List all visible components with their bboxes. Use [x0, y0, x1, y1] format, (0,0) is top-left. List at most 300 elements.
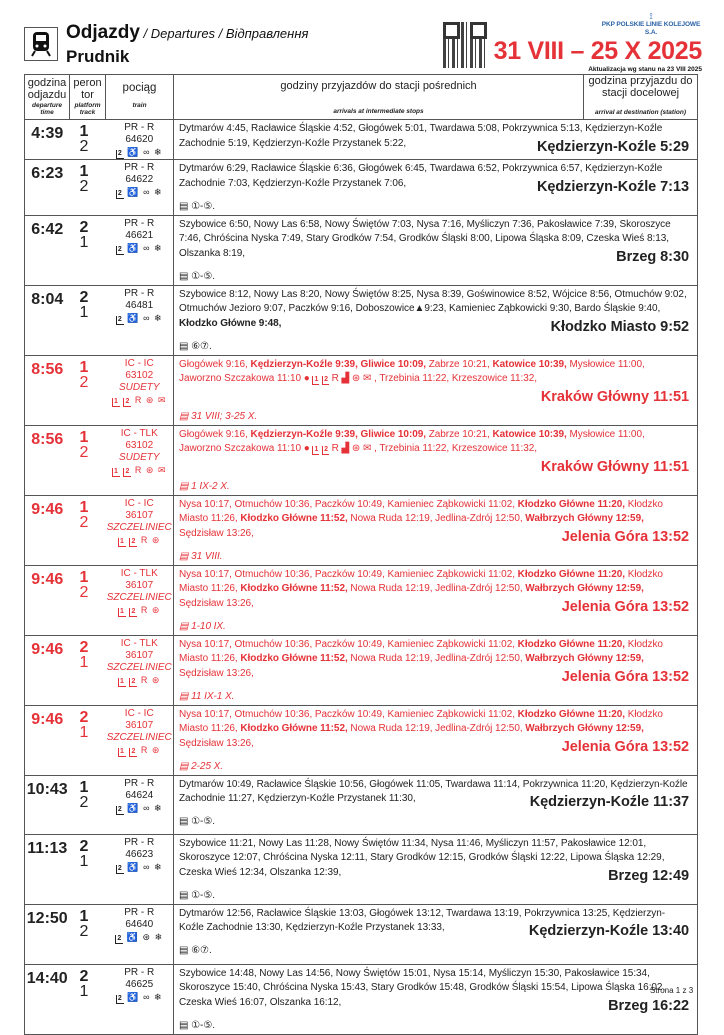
- train-category: IC - TLK: [120, 637, 158, 649]
- destination-arrival: Kędzierzyn-Koźle 11:37: [529, 794, 689, 810]
- 1st-class-icon: 1: [314, 376, 319, 383]
- service-icons: [106, 312, 174, 325]
- destination-arrival: Kędzierzyn-Koźle 7:13: [536, 178, 689, 195]
- train-number: 64622: [125, 174, 154, 185]
- col-dest-label: godzina przyjazdu do stacji docelowej: [588, 75, 693, 99]
- reservation-icon: R: [331, 443, 339, 454]
- operating-days: [179, 812, 689, 828]
- track-number: 1: [79, 303, 89, 321]
- 2nd-class-icon: 2: [131, 747, 137, 755]
- update-note: Aktualizacja wg stanu na 23 VIII 2025: [588, 66, 702, 73]
- intermediate-stops: [174, 355, 698, 425]
- restaurant-icon: ⊛: [151, 534, 161, 545]
- operating-days-text: 2-25 X.: [191, 760, 224, 772]
- platform-number: 2: [79, 288, 89, 306]
- stop-segment: Kłodzko Główne 11:52,: [240, 513, 348, 524]
- platform-track: [70, 355, 106, 425]
- track-number: 2: [79, 922, 89, 940]
- platform-number: 1: [79, 907, 89, 925]
- 2nd-class-icon: 2: [117, 934, 123, 942]
- destination-arrival: Jelenia Góra 13:52: [561, 738, 689, 755]
- reservation-icon: R: [140, 534, 149, 545]
- service-icons: [106, 802, 174, 815]
- pkp-logo: ⟟ PKP POLSKIE LINIE KOLEJOWE S.A.: [601, 11, 701, 36]
- reservation-icon: R: [134, 464, 143, 475]
- col-train: [106, 75, 174, 120]
- train-name: SZCZELINIEC: [106, 521, 172, 533]
- operating-days: [179, 337, 689, 353]
- 1st-class-icon: 1: [120, 607, 125, 615]
- operating-days: [179, 197, 689, 213]
- table-row: [25, 904, 698, 964]
- service-icons: [106, 674, 174, 687]
- departure-time: 8:04: [25, 285, 70, 355]
- departure-time: 10:43: [25, 775, 70, 834]
- stop-segment: Katowice 10:39,: [492, 428, 567, 440]
- train-info: [106, 425, 174, 495]
- platform-number: 2: [79, 837, 89, 855]
- table-row: [25, 215, 698, 285]
- bicycle-icon: ∞: [143, 147, 151, 157]
- stop-segment: Kłodzko Miasto 11:26,: [179, 498, 663, 524]
- 1st-class-icon: 1: [120, 747, 125, 755]
- stop-segment: Wałbrzych Główny 12:59,: [525, 653, 644, 664]
- 2nd-class-icon: 2: [131, 677, 137, 685]
- platform-track: [70, 635, 106, 705]
- air-conditioning-icon: ❄: [154, 242, 163, 253]
- platform-number: 1: [79, 163, 89, 180]
- intermediate-stops: [174, 425, 698, 495]
- calendar-icon: ▤: [179, 816, 192, 827]
- track-number: 2: [79, 443, 89, 461]
- destination-arrival: Kędzierzyn-Koźle 5:29: [536, 138, 689, 155]
- calendar-icon: ▤: [179, 480, 192, 492]
- platform-number: 1: [79, 428, 89, 446]
- calendar-icon: ▤: [179, 945, 192, 956]
- destination-arrival: Jelenia Góra 13:52: [561, 598, 689, 615]
- mail-icon: ✉: [363, 373, 372, 384]
- col-stops-en: arrivals at intermediate stops: [333, 108, 424, 115]
- stop-segment: Głogówek 9:16,: [179, 428, 251, 440]
- stop-segment: Sędzisław 13:26,: [179, 667, 254, 679]
- bicycle-icon: ∞: [143, 187, 151, 197]
- 1st-class-icon: 1: [120, 677, 125, 685]
- train-number: 63102: [125, 369, 154, 381]
- service-icons: [106, 744, 174, 757]
- train-name: SZCZELINIEC: [106, 661, 172, 673]
- operating-days-text: ①-⑤.: [191, 816, 215, 827]
- train-category: IC - TLK: [120, 567, 158, 579]
- stop-segment: Kłodzko Główne 11:20,: [517, 708, 625, 720]
- train-category: IC - IC: [124, 707, 154, 719]
- train-category: PR - R: [124, 966, 155, 978]
- platform-number: 1: [79, 498, 89, 516]
- stop-segment: Kłodzko Główne 11:20,: [517, 498, 625, 510]
- train-number: 64624: [125, 789, 154, 801]
- bicycle-icon: ∞: [143, 991, 151, 1002]
- destination-arrival: Kraków Główny 11:51: [540, 458, 689, 475]
- wheelchair-icon: ♿: [127, 312, 140, 323]
- stop-segment: Kłodzko Miasto 11:26,: [179, 638, 663, 664]
- platform-track: [70, 160, 106, 216]
- calendar-icon: ▤: [179, 690, 192, 702]
- calendar-icon: ▤: [179, 340, 192, 352]
- train-category: PR - R: [124, 287, 155, 299]
- 2nd-class-icon: 2: [117, 190, 123, 197]
- train-icon: [24, 27, 58, 61]
- 2nd-class-icon: 2: [117, 245, 123, 253]
- departures-table: [24, 74, 698, 1035]
- bicycle-icon: ∞: [143, 802, 151, 813]
- intermediate-stops: [174, 635, 698, 705]
- train-info: [106, 215, 174, 285]
- service-icons: [106, 534, 174, 547]
- restaurant-icon: ⊛: [151, 604, 161, 615]
- departure-time: 9:46: [25, 565, 70, 635]
- 2nd-class-icon: 2: [117, 864, 123, 872]
- 2nd-class-icon: 2: [117, 150, 123, 157]
- train-number: 64640: [125, 918, 154, 930]
- train-info: [106, 355, 174, 425]
- operating-days: [179, 757, 689, 773]
- page-number: Strona 1 z 3: [650, 986, 694, 995]
- train-info: [106, 495, 174, 565]
- operating-days-text: ①-⑤.: [191, 270, 215, 282]
- 2nd-class-icon: 2: [324, 446, 328, 453]
- bar-icon: ▟: [341, 373, 350, 384]
- intermediate-stops: [174, 160, 698, 216]
- service-icons: [304, 373, 374, 384]
- air-conditioning-icon: ❄: [154, 931, 164, 942]
- title-main: Odjazdy: [66, 22, 140, 43]
- 1st-class-icon: 1: [114, 397, 119, 405]
- wheelchair-icon: ♿: [127, 991, 140, 1002]
- operating-days-text: 11 IX-1 X.: [191, 690, 235, 702]
- service-icons: [106, 242, 174, 255]
- service-icons: [106, 931, 174, 944]
- intermediate-stops: [174, 565, 698, 635]
- col-dest-en: arrival at destination (station): [594, 109, 687, 116]
- stop-segment: Nysa 10:17, Otmuchów 10:36, Paczków 10:49, Kamieniec Ząbkowicki 11:02,: [179, 638, 518, 650]
- calendar-icon: ▤: [179, 1019, 192, 1031]
- track-number: 2: [79, 373, 89, 391]
- stop-segment: Nysa 10:17, Otmuchów 10:36, Paczków 10:49, Kamieniec Ząbkowicki 11:02,: [179, 708, 518, 720]
- train-name: SZCZELINIEC: [106, 591, 172, 603]
- 2nd-class-icon: 2: [125, 467, 131, 475]
- intermediate-stops: [174, 904, 698, 964]
- train-info: [106, 705, 174, 775]
- air-conditioning-icon: ❄: [154, 991, 163, 1002]
- train-info: [106, 834, 174, 904]
- intermediate-stops: [174, 705, 698, 775]
- reservation-icon: R: [331, 373, 339, 384]
- departure-time: 12:50: [25, 904, 70, 964]
- reservation-icon: R: [134, 394, 143, 405]
- platform-track: [70, 705, 106, 775]
- stop-segment: Kłodzko Miasto 11:26,: [179, 568, 663, 594]
- table-row: [25, 635, 698, 705]
- 2nd-class-icon: 2: [125, 397, 131, 405]
- stop-segment: Szybowice 14:48, Nowy Las 14:56, Nowy Świętów 15:01, Nysa 15:14, Myśliczyn 15:30, Pakosławice 15:34, Skoroszyce 15:40, Chróścina Nyska 15:43, Stary Grodków 15:48, Grodków Śląski 15:54, Lipowa Śląska 16:02, Czeska Wieś 16:07, Olszanka 16:12,: [179, 967, 666, 1008]
- operating-days: [179, 617, 689, 633]
- stop-segment: Kędzierzyn-Koźle 9:39, Gliwice 10:09,: [250, 428, 426, 440]
- train-category: PR - R: [124, 162, 155, 173]
- mail-icon: ✉: [363, 443, 372, 454]
- platform-track: [70, 495, 106, 565]
- platform-track: [70, 775, 106, 834]
- departure-time: 6:42: [25, 215, 70, 285]
- track-number: 2: [79, 138, 89, 155]
- restaurant-icon: ⊛: [151, 744, 161, 755]
- operating-days-text: ①-⑤.: [191, 1019, 215, 1031]
- bicycle-icon: ∞: [143, 861, 151, 872]
- mail-icon: ✉: [157, 394, 167, 405]
- train-info: [106, 160, 174, 216]
- wheelchair-icon: ♿: [127, 802, 140, 813]
- service-icons: [106, 186, 174, 199]
- table-row: [25, 495, 698, 565]
- wheelchair-icon: ♿: [127, 187, 140, 197]
- stop-segment: Kłodzko Główne 11:20,: [517, 638, 625, 650]
- station-name: Prudnik: [66, 47, 130, 66]
- 1st-class-icon: 1: [114, 467, 119, 475]
- stop-segment: Kłodzko Główne 9:48,: [179, 317, 282, 329]
- page-title: [66, 22, 308, 45]
- track-number: 2: [79, 178, 89, 195]
- stop-segment: Nowa Ruda 12:19, Jedlina-Zdrój 12:50,: [347, 513, 526, 524]
- operating-days-text: 31 VIII; 3-25 X.: [191, 410, 258, 422]
- train-number: 64620: [125, 134, 154, 145]
- stop-segment: Nysa 10:17, Otmuchów 10:36, Paczków 10:49, Kamieniec Ząbkowicki 11:02,: [179, 498, 518, 510]
- title-translations: / Departures / Відправлення: [139, 26, 309, 41]
- train-number: 36107: [125, 649, 154, 661]
- stop-segment: Sędzisław 13:26,: [179, 597, 254, 609]
- restaurant-icon: ⊛: [145, 464, 155, 475]
- wheelchair-icon: ♿: [127, 861, 140, 872]
- restaurant-icon: ⊛: [145, 394, 155, 405]
- destination-arrival: Brzeg 12:49: [608, 867, 689, 884]
- destination-arrival: Kraków Główny 11:51: [540, 388, 689, 405]
- col-platform-en: platform track: [74, 102, 101, 116]
- departure-time: 6:23: [25, 160, 70, 216]
- stop-segment: Kędzierzyn-Koźle 9:39, Gliwice 10:09,: [250, 358, 426, 370]
- destination-arrival: Jelenia Góra 13:52: [561, 528, 689, 545]
- departure-time: 9:46: [25, 635, 70, 705]
- operating-days-text: ⑥⑦.: [191, 340, 212, 352]
- train-info: [106, 904, 174, 964]
- qr-code: [443, 22, 487, 68]
- track-number: 2: [79, 583, 89, 601]
- departure-time: 14:40: [25, 964, 70, 1034]
- stop-segment: Głogówek 9:16,: [179, 358, 251, 370]
- train-info: [106, 120, 174, 160]
- train-info: [106, 775, 174, 834]
- intermediate-stops: [174, 215, 698, 285]
- stop-segment: , Trzebinia 11:22, Krzeszowice 11:32,: [374, 373, 537, 384]
- table-row: [25, 834, 698, 904]
- air-conditioning-icon: ❄: [154, 312, 163, 323]
- stop-segment: Dytmarów 4:45, Racławice Śląskie 4:52, Głogówek 5:01, Twardawa 5:08, Pokrzywnica 5:13, Kędzierzyn-Koźle Zachodnie 5:19, Kędzierzyn-Koźle Przystanek 5:22,: [179, 123, 663, 149]
- service-icons: [304, 443, 374, 454]
- destination-arrival: Jelenia Góra 13:52: [561, 668, 689, 685]
- col-platform-label: peron tor: [73, 77, 102, 101]
- col-time: [25, 75, 70, 120]
- train-name: SUDETY: [118, 381, 160, 393]
- stop-segment: , Trzebinia 11:22, Krzeszowice 11:32,: [374, 443, 537, 454]
- destination-arrival: Brzeg 16:22: [608, 997, 689, 1014]
- operating-days: [179, 267, 689, 283]
- track-number: 1: [79, 852, 89, 870]
- service-icons: [106, 991, 174, 1004]
- calendar-icon: ▤: [179, 620, 192, 632]
- operating-days-text: ⑥⑦.: [191, 945, 212, 956]
- stop-segment: Mysłowice 11:00, Jaworzno Szczakowa 11:10: [179, 428, 645, 454]
- 1st-class-icon: 1: [314, 446, 319, 453]
- 2nd-class-icon: 2: [324, 376, 328, 383]
- validity-period: 31 VIII – 25 X 2025: [493, 37, 702, 65]
- destination-arrival: Brzeg 8:30: [616, 248, 689, 265]
- stop-segment: Kłodzko Główne 11:52,: [240, 583, 348, 594]
- stop-segment: Kłodzko Główne 11:52,: [240, 723, 348, 734]
- service-icons: [106, 394, 174, 407]
- restaurant-icon: ⊛: [151, 674, 161, 685]
- stop-segment: Dytmarów 12:56, Racławice Śląskie 13:03, Głogówek 13:12, Twardawa 13:19, Pokrzywnica 13:25, Kędzierzyn-Koźle Zachodnie 13:30, Kędzierzyn-Koźle Przystanek 13:33,: [179, 907, 666, 933]
- col-train-en: train: [132, 102, 147, 109]
- col-stops-label: godziny przyjazdów do stacji pośrednich: [280, 80, 477, 92]
- calendar-icon: ▤: [179, 550, 192, 562]
- train-number: 63102: [125, 439, 154, 451]
- intermediate-stops: [174, 834, 698, 904]
- train-category: PR - R: [124, 777, 155, 789]
- track-number: 2: [79, 513, 89, 531]
- train-category: PR - R: [124, 122, 155, 133]
- info-icon: ●: [303, 373, 310, 384]
- air-conditioning-icon: ❄: [154, 187, 163, 197]
- platform-track: [70, 834, 106, 904]
- table-header: [25, 75, 698, 120]
- stop-segment: Katowice 10:39,: [492, 358, 567, 370]
- restaurant-icon: ⊛: [351, 443, 361, 454]
- departure-time: 4:39: [25, 120, 70, 160]
- 2nd-class-icon: 2: [117, 994, 123, 1002]
- stop-segment: Zabrze 10:21,: [425, 428, 493, 440]
- table-row: [25, 705, 698, 775]
- service-icons: [106, 861, 174, 874]
- train-category: PR - R: [124, 217, 155, 229]
- col-time-en: departure time: [32, 102, 62, 116]
- train-category: PR - R: [124, 836, 155, 848]
- col-time-label: godzina odjazdu: [27, 77, 67, 101]
- operating-days-text: 1 IX-2 X.: [191, 480, 230, 492]
- service-icons: [106, 146, 174, 159]
- train-info: [106, 635, 174, 705]
- calendar-icon: ▤: [179, 889, 192, 901]
- train-name: SZCZELINIEC: [106, 731, 172, 743]
- service-icons: [106, 604, 174, 617]
- destination-arrival: Kędzierzyn-Koźle 13:40: [528, 923, 689, 939]
- bar-icon: ▟: [341, 443, 350, 454]
- 2nd-class-icon: 2: [131, 537, 137, 545]
- departure-time: 8:56: [25, 425, 70, 495]
- train-number: 46623: [125, 848, 154, 860]
- train-category: IC - TLK: [120, 427, 158, 439]
- bicycle-icon: ∞: [143, 312, 151, 323]
- train-category: IC - IC: [124, 357, 154, 369]
- stop-segment: Mysłowice 11:00, Jaworzno Szczakowa 11:10: [179, 358, 645, 384]
- col-train-label: pociąg: [122, 82, 157, 94]
- platform-track: [70, 904, 106, 964]
- train-number: 46625: [125, 978, 154, 990]
- platform-number: 2: [79, 218, 89, 236]
- platform-track: [70, 285, 106, 355]
- stop-segment: Kłodzko Główne 11:20,: [517, 568, 625, 580]
- table-row: [25, 565, 698, 635]
- table-row: [25, 775, 698, 834]
- intermediate-stops: [174, 495, 698, 565]
- air-conditioning-icon: ❄: [154, 147, 163, 157]
- stop-segment: Kłodzko Miasto 11:26,: [179, 708, 663, 734]
- operating-days: [179, 407, 689, 423]
- operating-days-text: 1-10 IX.: [191, 620, 226, 632]
- 2nd-class-icon: 2: [117, 805, 123, 813]
- stop-segment: Wałbrzych Główny 12:59,: [525, 723, 644, 734]
- info-icon: ●: [303, 443, 310, 454]
- table-row: [25, 120, 698, 160]
- col-destination: [584, 75, 697, 119]
- train-info: [106, 285, 174, 355]
- train-category: IC - IC: [124, 497, 154, 509]
- train-number: 36107: [125, 719, 154, 731]
- operating-days-text: 31 VIII.: [191, 550, 223, 562]
- train-number: 36107: [125, 579, 154, 591]
- operating-days-text: ①-⑤.: [191, 200, 215, 212]
- stop-segment: Sędzisław 13:26,: [179, 527, 254, 539]
- stop-segment: Dytmarów 6:29, Racławice Śląskie 6:36, Głogówek 6:45, Twardawa 6:52, Pokrzywnica 6:57, Kędzierzyn-Koźle Zachodnie 7:03, Kędzierzyn-Koźle Przystanek 7:06,: [179, 163, 663, 189]
- platform-number: 1: [79, 778, 89, 796]
- calendar-icon: ▤: [179, 200, 192, 212]
- wheelchair-icon: ♿: [127, 147, 140, 157]
- departure-time: 11:13: [25, 834, 70, 904]
- table-row: [25, 425, 698, 495]
- intermediate-stops: [174, 120, 698, 160]
- stop-segment: Nowa Ruda 12:19, Jedlina-Zdrój 12:50,: [347, 723, 526, 734]
- col-stops: [174, 75, 698, 120]
- intermediate-stops: [174, 285, 698, 355]
- platform-number: 1: [79, 358, 89, 376]
- platform-track: [70, 120, 106, 160]
- col-platform: [70, 75, 106, 120]
- stop-segment: Wałbrzych Główny 12:59,: [525, 513, 644, 524]
- train-category: PR - R: [124, 906, 155, 918]
- wheelchair-icon: ♿: [127, 242, 140, 253]
- platform-number: 1: [79, 568, 89, 586]
- operating-days: [179, 941, 689, 957]
- platform-number: 1: [79, 123, 89, 140]
- track-number: 1: [79, 723, 89, 741]
- table-row: [25, 160, 698, 216]
- stop-segment: Szybowice 8:12, Nowy Las 8:20, Nowy Świętów 8:25, Nysa 8:39, Goświnowice 8:52, Wójcice 8:56, Otmuchów 9:02, Otmuchów Jezioro 9:07, Paczków 9:16, Doboszowice▲9:23, Kamieniec Ząbkowicki 9:30, Bardo Śląskie 9:40,: [179, 288, 687, 314]
- air-conditioning-icon: ❄: [154, 861, 163, 872]
- platform-track: [70, 565, 106, 635]
- departure-time: 9:46: [25, 495, 70, 565]
- 2nd-class-icon: 2: [117, 315, 123, 323]
- operating-days: [179, 477, 689, 493]
- calendar-icon: ▤: [179, 270, 192, 282]
- track-number: 1: [79, 653, 89, 671]
- 2nd-class-icon: 2: [131, 607, 137, 615]
- stop-segment: Sędzisław 13:26,: [179, 737, 254, 749]
- reservation-icon: R: [140, 744, 149, 755]
